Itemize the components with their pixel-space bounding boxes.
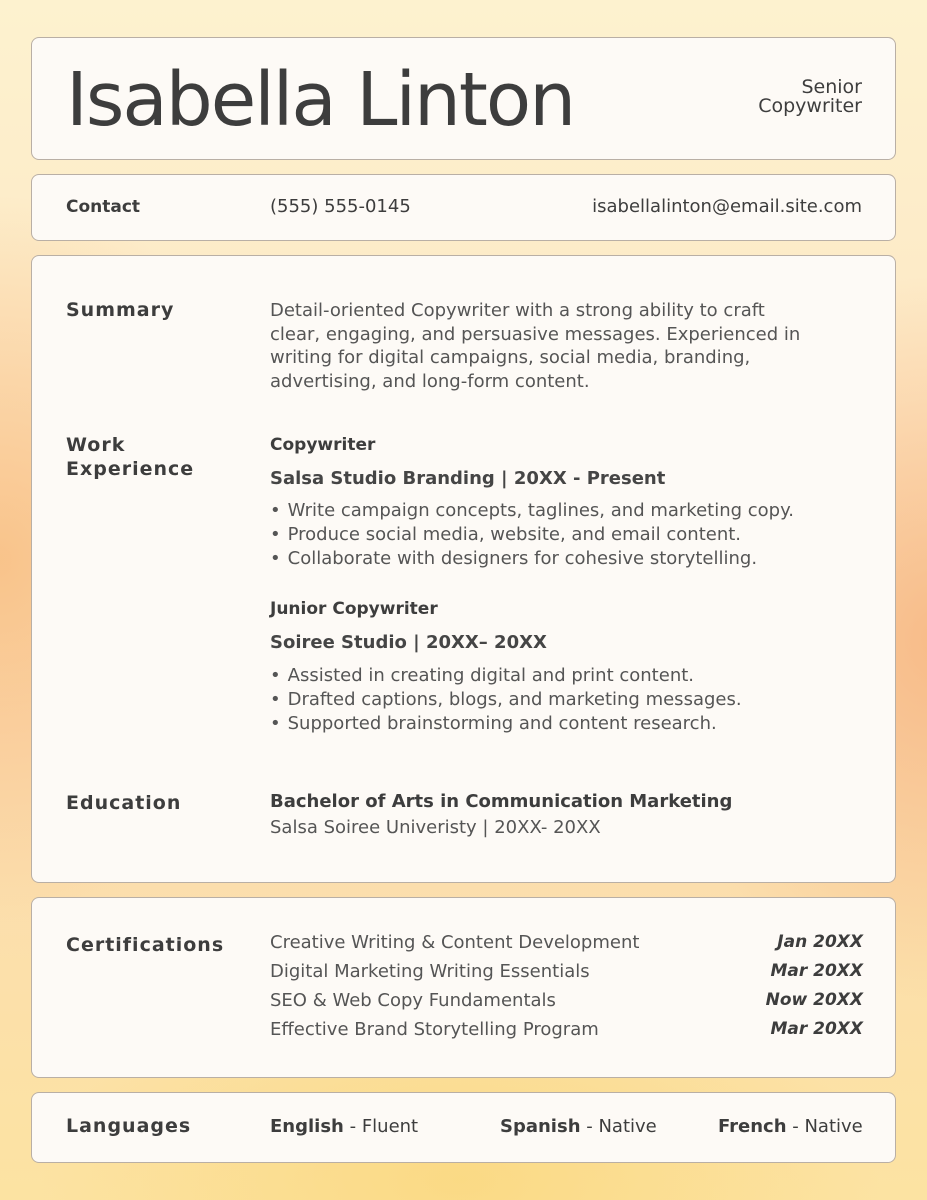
language-name: English [270, 1116, 344, 1137]
language-english [270, 1116, 418, 1137]
list-item: • Produce social media, website, and email content. [270, 523, 870, 547]
summary-label: Summary [66, 299, 175, 321]
certification-date: Mar 20XX [770, 1019, 863, 1039]
language-name: Spanish [500, 1116, 581, 1137]
certification-row [270, 961, 863, 985]
language-level: - Native [786, 1116, 863, 1137]
certification-date: Jan 20XX [777, 932, 863, 952]
certification-name: Digital Marketing Writing Essentials [270, 961, 590, 982]
work-label-line-1: Work [66, 434, 126, 456]
certification-name: Effective Brand Storytelling Program [270, 1019, 599, 1040]
job-2-title: Junior Copywriter [270, 599, 438, 619]
header-card [31, 37, 896, 160]
role-line-2: Copywriter [758, 95, 862, 117]
certification-name: SEO & Web Copy Fundamentals [270, 990, 556, 1011]
certifications-label: Certifications [66, 934, 225, 956]
language-spanish [500, 1116, 657, 1137]
email-address: isabellalinton@email.site.com [592, 196, 862, 217]
work-experience-label [66, 433, 194, 481]
language-level: - Native [580, 1116, 657, 1137]
list-item: • Write campaign concepts, taglines, and marketing copy. [270, 499, 870, 523]
certification-row [270, 932, 863, 956]
contact-card [31, 174, 896, 241]
role-line-1: Senior [801, 76, 862, 98]
summary-text: Detail-oriented Copywriter with a strong ability to craft clear, engaging, and persuasive messages. Experienced in writing for digital campaigns, social media, branding, advertising, and long-form content. [270, 300, 801, 392]
list-item: • Assisted in creating digital and print content. [270, 664, 870, 688]
main-card [31, 255, 896, 883]
job-1-title: Copywriter [270, 435, 376, 455]
list-item: • Collaborate with designers for cohesive storytelling. [270, 547, 870, 571]
certification-date: Mar 20XX [770, 961, 863, 981]
list-item: • Supported brainstorming and content research. [270, 712, 870, 736]
languages-card [31, 1092, 896, 1163]
education-degree: Bachelor of Arts in Communication Marketing [270, 791, 733, 812]
language-name: French [718, 1116, 787, 1137]
phone-number: (555) 555-0145 [270, 196, 411, 217]
language-level: - Fluent [343, 1116, 419, 1137]
candidate-name: Isabella Linton [66, 57, 575, 143]
job-role [758, 78, 862, 116]
job-2-company: Soiree Studio | 20XX– 20XX [270, 632, 547, 653]
certification-row [270, 990, 863, 1014]
certification-name: Creative Writing & Content Development [270, 932, 640, 953]
certification-date: Now 20XX [765, 990, 863, 1010]
certification-row [270, 1019, 863, 1043]
job-1-bullets [270, 499, 870, 571]
certifications-card [31, 897, 896, 1078]
contact-label: Contact [66, 197, 141, 217]
list-item: • Drafted captions, blogs, and marketing messages. [270, 688, 870, 712]
education-school: Salsa Soiree Univeristy | 20XX- 20XX [270, 817, 601, 838]
job-2-bullets [270, 664, 870, 736]
language-french [718, 1116, 863, 1137]
job-1-company: Salsa Studio Branding | 20XX - Present [270, 468, 666, 489]
work-label-line-2: Experience [66, 458, 195, 480]
languages-label: Languages [66, 1115, 192, 1137]
education-label: Education [66, 792, 182, 814]
